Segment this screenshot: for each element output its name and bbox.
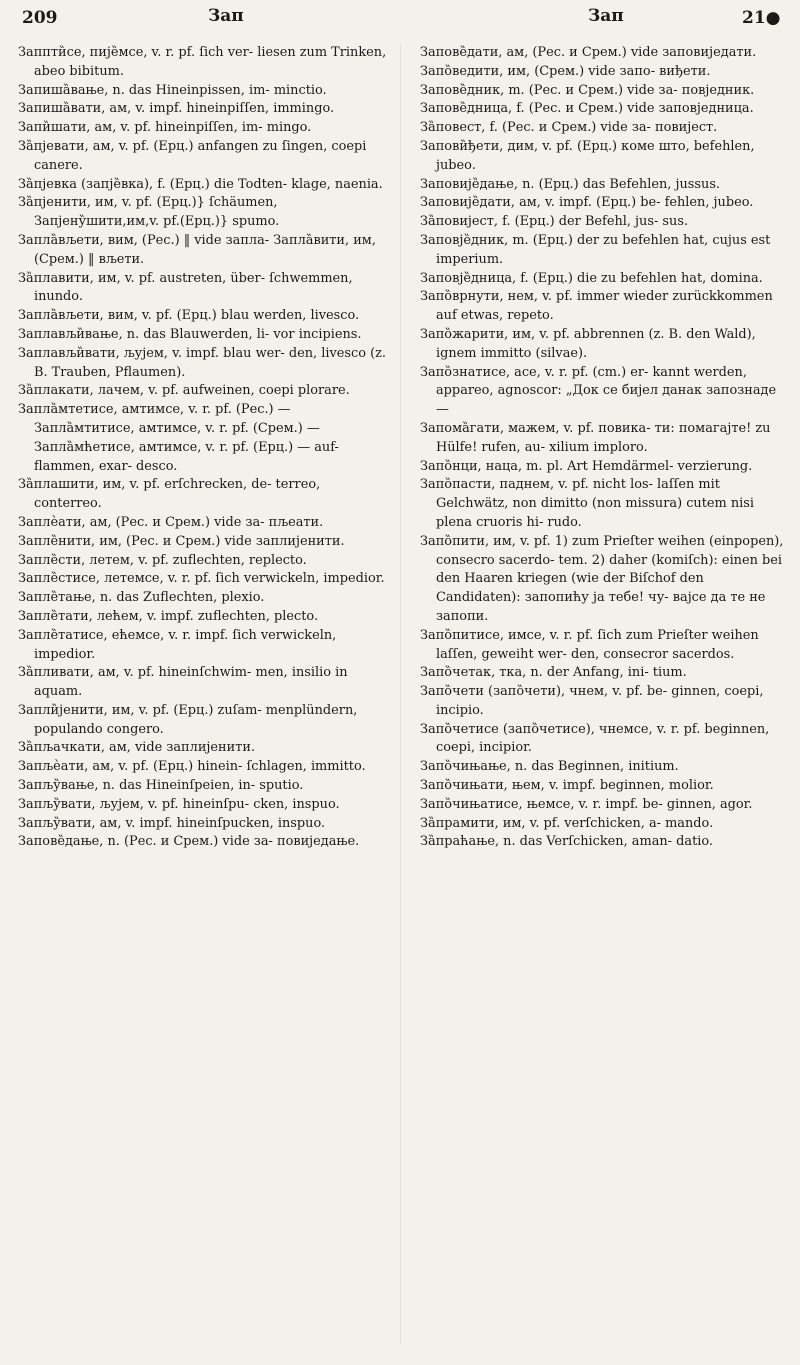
- dictionary-entry: Запови̏ђети, дим, v. pf. (Ерц.) коме што, befehlen, jubeo.: [420, 138, 755, 173]
- dictionary-entry: Запле̏тање, n. das Zuflechten, plexio.: [18, 590, 265, 606]
- dictionary-entry: Заповије̏дати, ам, v. impf. (Ерц.) be- fehlen, jubeo.: [420, 195, 754, 211]
- dictionary-entry: Запове̏дање, n. (Рес. и Срем.) vide за- повиједање.: [18, 834, 360, 850]
- dictionary-entry: Запле̏тати, лећем, v. impf. zuflechten, plecto.: [18, 608, 319, 624]
- column-divider: [400, 44, 401, 1344]
- dictionary-entry: За̏пјевка (запје̏вка), f. (Ерц.) die Todten- klage, naenia.: [18, 176, 383, 192]
- dictionary-entry: Запле̏нити, им, (Рес. и Срем.) vide заплијенити.: [18, 533, 345, 549]
- dictionary-entry: За̏плавити, им, v. pf. austreten, über- ſchwemmen, inundo.: [18, 270, 353, 305]
- dictionary-entry: За̏пјенити, им, v. pf. (Ерц.)} ſchäumen, Запјену̏шити,им,v. pf.(Ерц.)} spumo.: [18, 195, 280, 230]
- dictionary-entry: Запо̏чињатисе, њемсе, v. r. impf. be- ginnen, agor.: [420, 796, 753, 812]
- dictionary-entry: Запо̏ведити, им, (Срем.) vide запо- виђети.: [420, 63, 711, 79]
- dictionary-entry: Запле̏татисе, ећемсе, v. r. impf. ſich verwickeln, impedior.: [18, 627, 337, 662]
- dictionary-entry: За̏плашити, им, v. pf. erſchrecken, de- terreo, conterreo.: [18, 477, 321, 512]
- left-page-number: 209: [22, 8, 58, 28]
- dictionary-entry: Запли̏јенити, им, v. pf. (Ерц.) zuſam- menplündern, populando congero.: [18, 702, 358, 737]
- dictionary-entry: Запове̏дник, m. (Рес. и Срем.) vide за- повједник.: [420, 82, 755, 98]
- dictionary-entry: Запо̏жарити, им, v. pf. abbrennen (z. B. den Wald), ignem immitto (silvae).: [420, 326, 756, 361]
- dictionary-entry: Запла̏вљети, вим, v. pf. (Ерц.) blau werden, livesco.: [18, 308, 360, 324]
- dictionary-entry: За̏повест, f. (Рес. и Срем.) vide за- повијест.: [420, 120, 718, 136]
- right-column: [420, 44, 790, 852]
- dictionary-entry: Заппти̏се, пије̏мсе, v. r. pf. ſich ver- liesen zum Trinken, abeo bibitum.: [18, 45, 387, 79]
- dictionary-entry: Запле̏сти, летем, v. pf. zuflechten, replecto.: [18, 552, 307, 568]
- dictionary-entry: Запљу̏вати, љујем, v. pf. hineinſpu- cken, inspuo.: [18, 796, 340, 812]
- right-page-number: 21●: [742, 8, 781, 28]
- dictionary-entry: Запле̏стисе, летемсе, v. r. pf. ſich verwickeln, impedior.: [18, 571, 385, 587]
- dictionary-entry: Запо̏чињати, њем, v. impf. beginnen, molior.: [420, 778, 714, 794]
- dictionary-entry: Запиша̏вање, n. das Hineinpissen, im- minctio.: [18, 82, 327, 98]
- dictionary-entry: За̏праћање, n. das Verſchicken, aman- datio.: [420, 834, 714, 850]
- dictionary-entry: Заплѐати, ам, (Рес. и Срем.) vide за- пљеати.: [18, 514, 324, 530]
- dictionary-entry: Запљу̏вање, n. das Hineinſpeien, in- sputio.: [18, 778, 304, 794]
- dictionary-entry: Запома̏гати, мажем, v. pf. повика- ти: помагајте! zu Hülfe! rufen, au- xilium imploro.: [420, 420, 771, 455]
- dictionary-entry: Запове̏дати, ам, (Рес. и Срем.) vide заповиједати.: [420, 45, 757, 60]
- dictionary-entry: За̏повијест, f. (Ерц.) der Befehl, jus- sus.: [420, 214, 689, 230]
- dictionary-entry: Заплављи̏вање, n. das Blauwerden, li- vor incipiens.: [18, 326, 362, 342]
- dictionary-entry: За̏пљачкати, ам, vide заплијенити.: [18, 740, 256, 756]
- dictionary-entry: Запиша̏вати, ам, v. impf. hineinpiſſen, immingo.: [18, 101, 335, 117]
- dictionary-entry: Заповје̏дник, m. (Ерц.) der zu befehlen hat, cujus est imperium.: [420, 232, 771, 267]
- dictionary-entry: Запо̏чињање, n. das Beginnen, initium.: [420, 759, 679, 775]
- dictionary-entry: Запла̏мтетисе, амтимсе, v. r. pf. (Рес.) — Запла̏мтитисе, амтимсе, v. r. pf. (Срем.) — Запла̏мћетисе, амтимсе, v. r. pf. (Ерц.) — auf- flammen, exar- desco.: [18, 402, 339, 474]
- dictionary-entry: Заплављи̏вати, љујем, v. impf. blau wer- den, livesco (z. B. Trauben, Pflaumen).: [18, 345, 386, 380]
- dictionary-entry: Запо̏нци, наца, m. pl. Art Hemdärmel- verzierung.: [420, 458, 753, 474]
- dictionary-entry: Запо̏чети (запо̏чети), чнем, v. pf. be- ginnen, coepi, incipio.: [420, 684, 764, 718]
- dictionary-entry: Запо̏питисе, имсе, v. r. pf. ſich zum Prieſter weihen laſſen, geweiht wer- den, consecror sacerdos.: [420, 627, 759, 662]
- dictionary-entry: Заповје̏дница, f. (Ерц.) die zu befehlen hat, domina.: [420, 270, 763, 286]
- dictionary-entry: Запи̏шати, ам, v. pf. hineinpiſſen, im- mingo.: [18, 120, 312, 136]
- left-running-head: Зап: [208, 6, 244, 26]
- dictionary-entry: Запла̏вљети, вим, (Рес.) ‖ vide запла- Запла̏вити, им, (Срем.) ‖ вљети.: [18, 232, 376, 267]
- dictionary-entry: За̏пливати, ам, v. pf. hineinſchwim- men, insilio in aquam.: [18, 665, 348, 700]
- dictionary-entry: Запљѐати, ам, v. pf. (Ерц.) hinein- ſchlagen, immitto.: [18, 759, 366, 775]
- dictionary-entry: Запо̏знатисе, асе, v. r. pf. (cm.) er- kannt werden, appareo, agnoscor: „Док се бијел данак запознаде —: [420, 364, 777, 418]
- dictionary-entry: За̏пјевати, ам, v. pf. (Ерц.) anfangen zu ſingen, coepi canere.: [18, 138, 367, 173]
- dictionary-entry: Запо̏четак, тка, n. der Anfang, ini- tium.: [420, 665, 687, 681]
- dictionary-entry: Заповије̏дање, n. (Ерц.) das Befehlen, jussus.: [420, 176, 721, 192]
- dictionary-entry: Запове̏дница, f. (Рес. и Срем.) vide заповједница.: [420, 101, 754, 117]
- dictionary-entry: Запљу̏вати, ам, v. impf. hineinſpucken, inspuo.: [18, 815, 326, 831]
- right-running-head: Зап: [588, 6, 624, 26]
- left-column: [18, 44, 388, 852]
- dictionary-entry: За̏прамити, им, v. pf. verſchicken, a- mando.: [420, 815, 714, 831]
- dictionary-entry: Запо̏четисе (запо̏четисе), чнемсе, v. r. pf. beginnen, coepi, incipior.: [420, 721, 770, 756]
- dictionary-entry: Запо̏пити, им, v. pf. 1) zum Prieſter weihen (einpopen), consecro sacerdo- tem. 2) daher (komiſch): einen bei den Haaren kriegen (wie der Biſchof den Candidaten): запопићу ја тебе! чу- вајсе да те не запопи.: [420, 533, 784, 624]
- dictionary-entry: За̏плакати, лачем, v. pf. aufweinen, coepi plorare.: [18, 383, 350, 399]
- dictionary-entry: Запо̏пасти, паднем, v. pf. nicht los- laſſen mit Gelchwätz, non dimitto (non missura) cutem nisi plena cruoris hi- rudo.: [420, 477, 755, 530]
- dictionary-entry: Запо̏врнути, нем, v. pf. immer wieder zurückkommen auf etwas, repeto.: [420, 289, 773, 324]
